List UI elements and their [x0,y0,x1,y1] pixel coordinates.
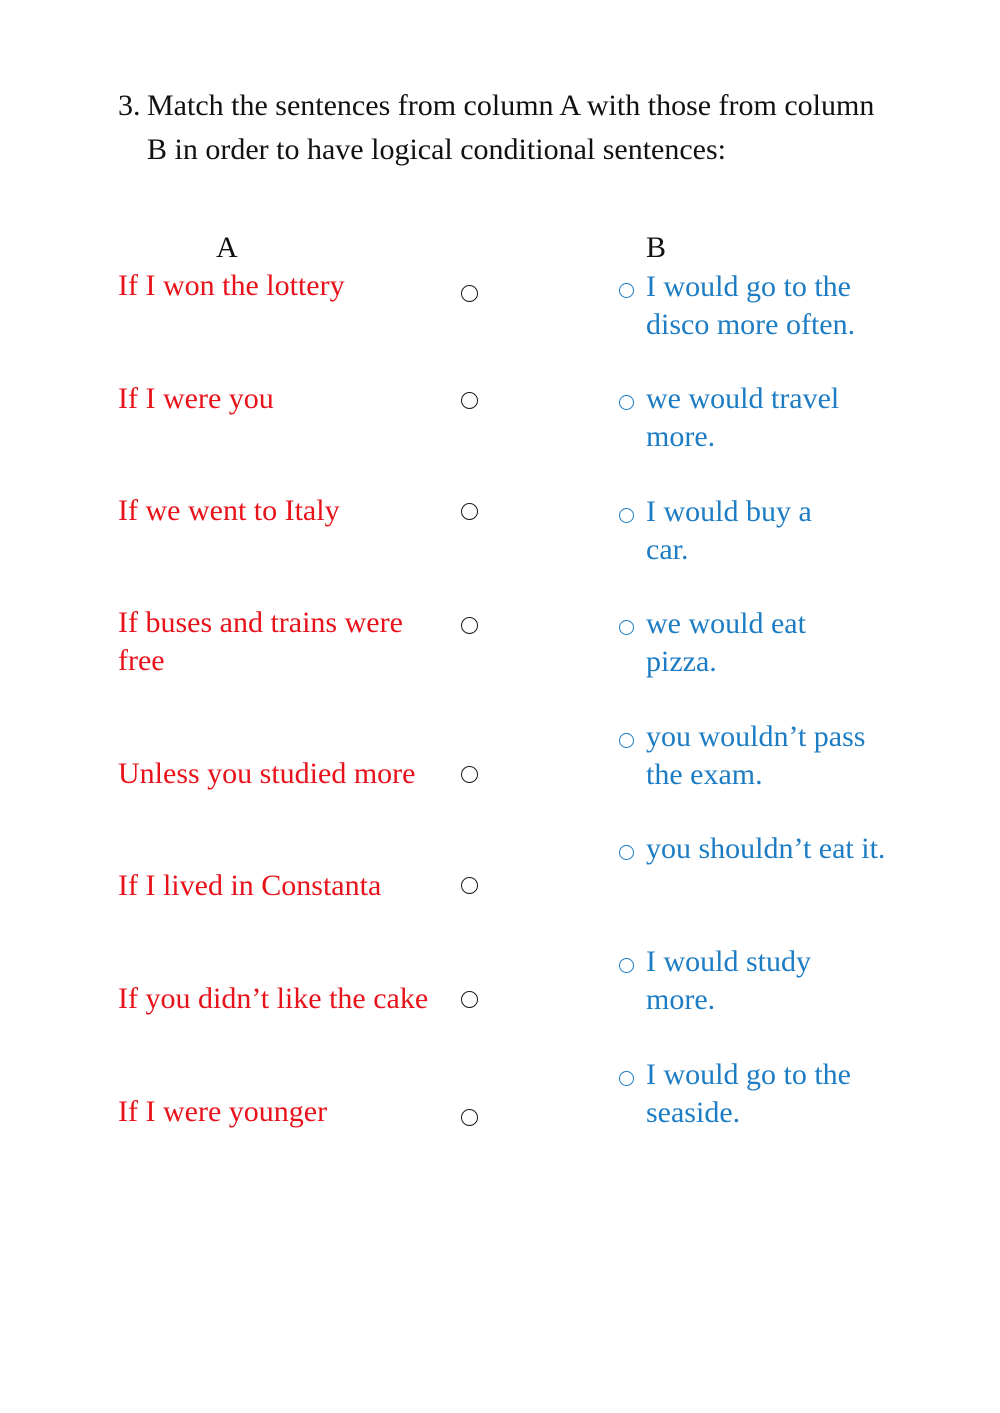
column-a-match-circle-4[interactable] [461,617,478,634]
column-a-match-circle-5[interactable] [461,766,478,783]
column-a-item-8: If I were younger [118,1095,328,1128]
column-a-match-circle-2[interactable] [461,392,478,409]
column-b-match-circle-2[interactable] [619,395,634,410]
worksheet-task [118,84,878,171]
column-b-match-circle-7[interactable] [619,958,634,973]
column-a-item-2: If I were you [118,382,274,415]
task-number: 3. [118,89,141,122]
column-b-match-circle-5[interactable] [619,733,634,748]
column-a-item-7: If you didn’t like the cake [118,982,429,1015]
column-b-item-4: we would eat pizza. [646,607,806,678]
column-b-item-3: I would buy a car. [646,495,812,566]
column-a-match-circle-8[interactable] [461,1109,478,1126]
column-a-item-6: If I lived in Constanta [118,869,382,902]
column-b-item-2: we would travel more. [646,382,840,453]
column-b-match-circle-6[interactable] [619,845,634,860]
column-b-match-circle-8[interactable] [619,1071,634,1086]
column-a-match-circle-3[interactable] [461,503,478,520]
column-a-match-circle-6[interactable] [461,877,478,894]
column-a-item-4: If buses and trains were free [118,606,403,677]
column-b-item-8: I would go to the seaside. [646,1058,851,1129]
column-b-item-5: you wouldn’t pass the exam. [646,720,866,791]
column-a-item-1: If I won the lottery [118,269,345,302]
column-b-item-7: I would study more. [646,945,811,1016]
column-a-item-3: If we went to Italy [118,494,340,527]
column-a-item-5: Unless you studied more [118,757,416,790]
column-b-header: B [646,231,667,264]
column-b-item-1: I would go to the disco more often. [646,270,856,341]
task-instruction: Match the sentences from column A with those from column B in order to have logical conditional sentences: [147,89,875,166]
column-a-header: A [216,231,238,264]
column-b-match-circle-3[interactable] [619,508,634,523]
column-b-match-circle-4[interactable] [619,620,634,635]
column-a-match-circle-7[interactable] [461,991,478,1008]
column-b-item-6: you shouldn’t eat it. [646,832,886,865]
column-b-match-circle-1[interactable] [619,283,634,298]
column-a-match-circle-1[interactable] [461,285,478,302]
